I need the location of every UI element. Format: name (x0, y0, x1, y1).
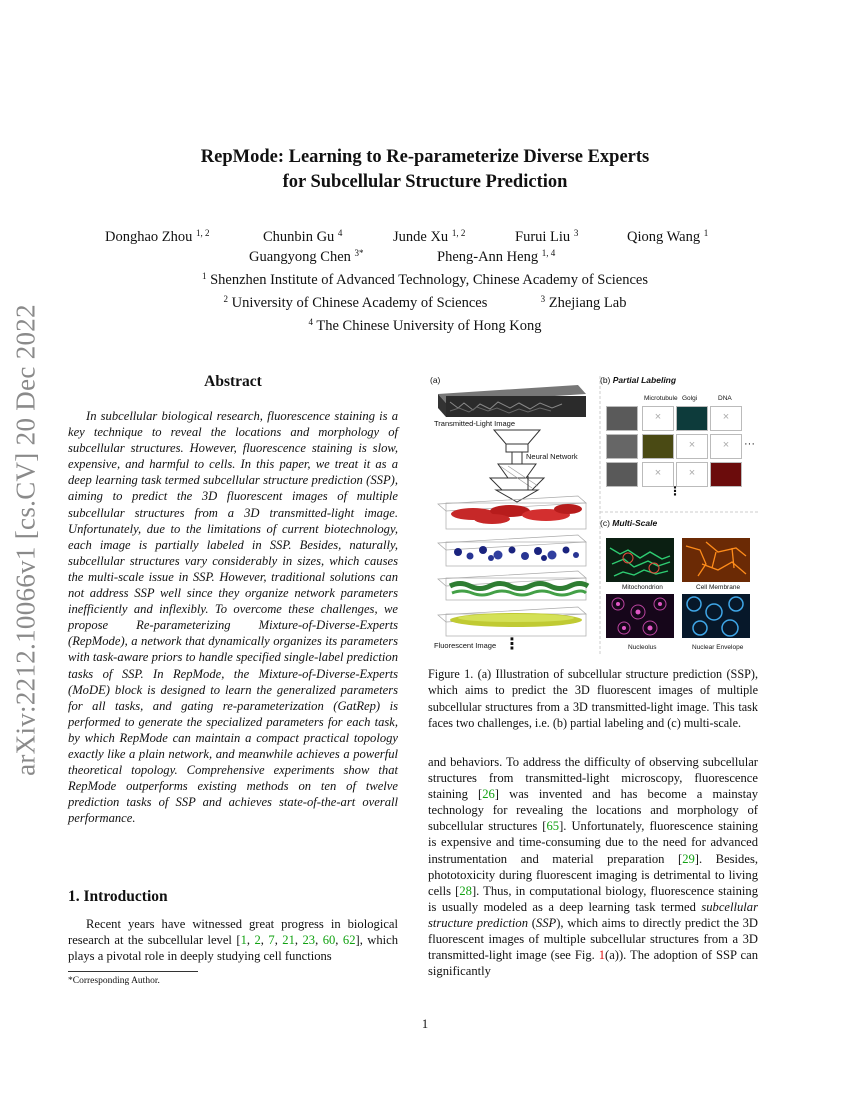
figure-1-caption: Figure 1. (a) Illustration of subcellular structure prediction (SSP), which aims to predict the 3D fluorescent images of multiple subcellular structures from a 3D transmitted-light image. This task faces two challenges, i.e. (b) partial labeling and (c) multi-scale. (428, 667, 758, 730)
panel-c-label: (c) Multi-Scale (600, 518, 658, 528)
figure-reference-link[interactable]: 1 (598, 948, 606, 963)
right-column-body: and behaviors. To address the difficulty of observing subcellular structures from transmitted-light microscopy, fluorescence staining [26] was invented and has become a mainstay technology for revealing the locations and morphology of subcellular structures [65]. Unfortunately, fluorescence staining is expensive and time-consuming due to the need for advanced instrumentation and material preparation [29]. Besides, phototoxicity during fluorescent imaging is detrimental to living cells [28]. Thus, in computational biology, fluorescence staining is usually modeled as a deep learning task termed subcellular structure prediction (SSP), which aims to directly predict the 3D fluorescent images of multiple subcellular structures from a 3D transmitted-light image (see Fig. 1(a)). The adoption of SSP can significantly (428, 755, 759, 979)
grid-cell-transmitted (606, 434, 638, 459)
author-1: Donghao Zhou $^{1, 2}$ (105, 228, 210, 245)
author-3: Junde Xu $^{1, 2}$ (393, 228, 466, 245)
paper-title-line1: RepMode: Learning to Re-parameterize Diverse Experts (200, 147, 650, 167)
panel-a-label: (a) (430, 375, 441, 385)
page-number: 1 (421, 1017, 429, 1031)
label-nucleolus: Nucleolus (628, 644, 657, 651)
affiliation-1: $^1$ Shenzhen Institute of Advanced Technology, Chinese Academy of Sciences (201, 271, 649, 288)
affiliation-4: $^4$ The Chinese University of Hong Kong (308, 317, 542, 334)
grid-cell-empty: × (710, 434, 742, 459)
panel-c-micrographs (606, 538, 756, 650)
arxiv-identifier (6, 290, 46, 790)
figure-1 (428, 372, 760, 657)
citation-link[interactable]: 21 (282, 933, 295, 948)
grid-cell-empty: × (642, 462, 674, 487)
citation-link[interactable]: 62 (342, 933, 356, 948)
grid-cell-golgi (676, 406, 708, 431)
citation-link[interactable]: 65 (546, 819, 560, 834)
citation-link[interactable]: 26 (482, 787, 495, 802)
citation-link[interactable]: 1 (240, 933, 247, 948)
fluorescent-image-label: Fluorescent Image (434, 641, 497, 650)
grid-cell-empty: × (642, 406, 674, 431)
label-mitochondrion: Mitochondrion (622, 584, 663, 591)
citation-link[interactable]: 29 (682, 851, 695, 866)
panel-b-label: (b) Partial Labeling (600, 375, 677, 385)
arxiv-id-text: arXiv:2212.10066v1 [cs.CV] 20 Dec 2022 (10, 304, 41, 776)
footnote: *Corresponding Author. (68, 976, 160, 986)
col-header-golgi: Golgi (682, 395, 698, 402)
abstract-body (68, 408, 398, 826)
citation-link[interactable]: 7 (268, 933, 275, 948)
citation-link[interactable]: 23 (302, 933, 316, 948)
footnote-rule (68, 971, 198, 972)
author-2: Chunbin Gu $^4$ (263, 228, 343, 245)
label-nuclear-envelope: Nuclear Envelope (692, 644, 744, 651)
abstract-heading: Abstract (204, 373, 262, 390)
grid-cell-dna (710, 462, 742, 487)
citation-link[interactable]: 2 (254, 933, 261, 948)
col-header-microtubule: Microtubule (644, 395, 678, 402)
grid-cell-transmitted (606, 462, 638, 487)
grid-cell-empty: × (710, 406, 742, 431)
label-cell-membrane: Cell Membrane (696, 584, 741, 591)
grid-cell-empty: × (676, 462, 708, 487)
panel-a-illustration (428, 372, 598, 657)
author-4: Furui Liu $^3$ (515, 228, 579, 245)
author-5: Qiong Wang $^1$ (627, 228, 709, 245)
col-header-dna: DNA (718, 395, 732, 402)
affiliation-2-3: $^2$ University of Chinese Academy of Sciences $^3$ Zhejiang Lab (223, 294, 627, 311)
author-6: Guangyong Chen $^{3*}$ (249, 248, 364, 265)
grid-cell-transmitted (606, 406, 638, 431)
neural-network-label: Neural Network (526, 452, 578, 461)
grid-ellipsis: ··· (744, 438, 755, 450)
author-7: Pheng-Ann Heng $^{1, 4}$ (437, 248, 556, 265)
citation-link[interactable]: 60 (322, 933, 336, 948)
abstract-text: In subcellular biological research, fluorescence staining is a key technique to reveal the locations and morphology of subcellular structures. However, fluorescence staining is slow, expensive, and harmful to cells. In this paper, we treat it as a deep learning task termed subcellular structure prediction (SSP), aiming to predict the 3D fluorescent images of multiple subcellular structures from a 3D transmitted-light image. Unfortunately, due to the limitations of current biotechnology, each image is partially labeled in SSP. Besides, naturally, subcellular structures vary considerably in sizes, which causes the multi-scale issue in SSP. However, traditional solutions can not address SSP well since they organize network parameters inefficiently and inflexibly. To overcome these challenges, we propose Re-parameterizing Mixture-of-Diverse-Experts (RepMode), a network that dynamically organizes its parameters with task-aware priors to handle specified single-label prediction tasks of SSP. In RepMode, the Mixture-of-Diverse-Experts (MoDE) block is designed to learn the generalized parameters for all tasks, and gating re-parameterization (GatRep) is performed to generate the specialized parameters for each task, by which RepMode can maintain a compact practical topology exactly like a plain network, and meanwhile achieves a powerful theoretical topology. Comprehensive experiments show that RepMode outperforms existing methods on ten of twelve prediction tasks of SSP and achieves state-of-the-art overall performance. (68, 409, 398, 826)
grid-cell-microtubule (642, 434, 674, 459)
panel-a-vdots: ⋮ (504, 636, 520, 653)
paper-title-line2: for Subcellular Structure Prediction (282, 172, 568, 192)
introduction-body: Recent years have witnessed great progress in biological research at the subcellular level [1, 2, 7, 21, 23, 60, 62], which plays a pivotal role in deeply studying cell functions (68, 917, 399, 964)
citation-link[interactable]: 28 (459, 883, 472, 898)
grid-cell-empty: × (676, 434, 708, 459)
transmitted-light-label: Transmitted-Light Image (434, 419, 516, 428)
introduction-heading: 1. Introduction (68, 888, 168, 905)
grid-vdots: ⋮ (669, 484, 681, 498)
